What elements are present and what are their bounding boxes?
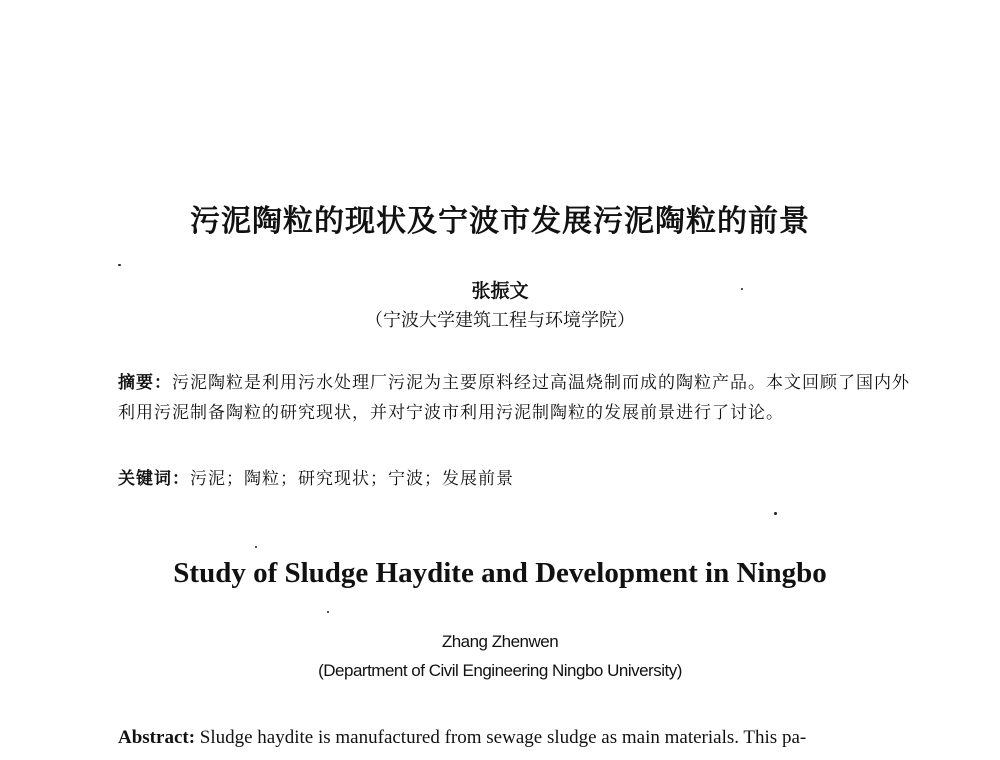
scan-speck [741, 288, 743, 290]
english-abstract [118, 724, 910, 752]
english-abstract-text: Sludge haydite is manufactured from sewage sludge as main materials. This pa- [199, 727, 807, 748]
english-author: Zhang Zhenwen [441, 632, 559, 651]
chinese-keywords [118, 464, 910, 489]
english-abstract-label: Abstract: [118, 727, 196, 748]
chinese-title: 污泥陶粒的现状及宁波市发展污泥陶粒的前景 [190, 204, 810, 239]
chinese-abstract-label: 摘要： [118, 373, 172, 393]
chinese-keywords-label: 关键词： [118, 469, 190, 489]
english-affiliation: (Department of Civil Engineering Ningbo University) [318, 661, 682, 680]
scan-speck [255, 546, 257, 548]
chinese-author: 张振文 [471, 280, 529, 302]
chinese-affiliation: （宁波大学建筑工程与环境学院） [365, 310, 635, 331]
chinese-abstract-text: 污泥陶粒是利用污水处理厂污泥为主要原料经过高温烧制而成的陶粒产品。本文回顾了国内外利用污泥制备陶粒的研究现状，并对宁波市利用污泥制陶粒的发展前景进行了讨论。 [118, 373, 910, 423]
english-title: Study of Sludge Haydite and Development in Ningbo [173, 557, 827, 589]
scan-speck [118, 264, 121, 266]
scan-speck [774, 512, 777, 515]
chinese-keywords-text: 污泥；陶粒；研究现状；宁波；发展前景 [190, 469, 514, 489]
scan-speck [327, 611, 329, 613]
chinese-abstract [118, 368, 910, 428]
